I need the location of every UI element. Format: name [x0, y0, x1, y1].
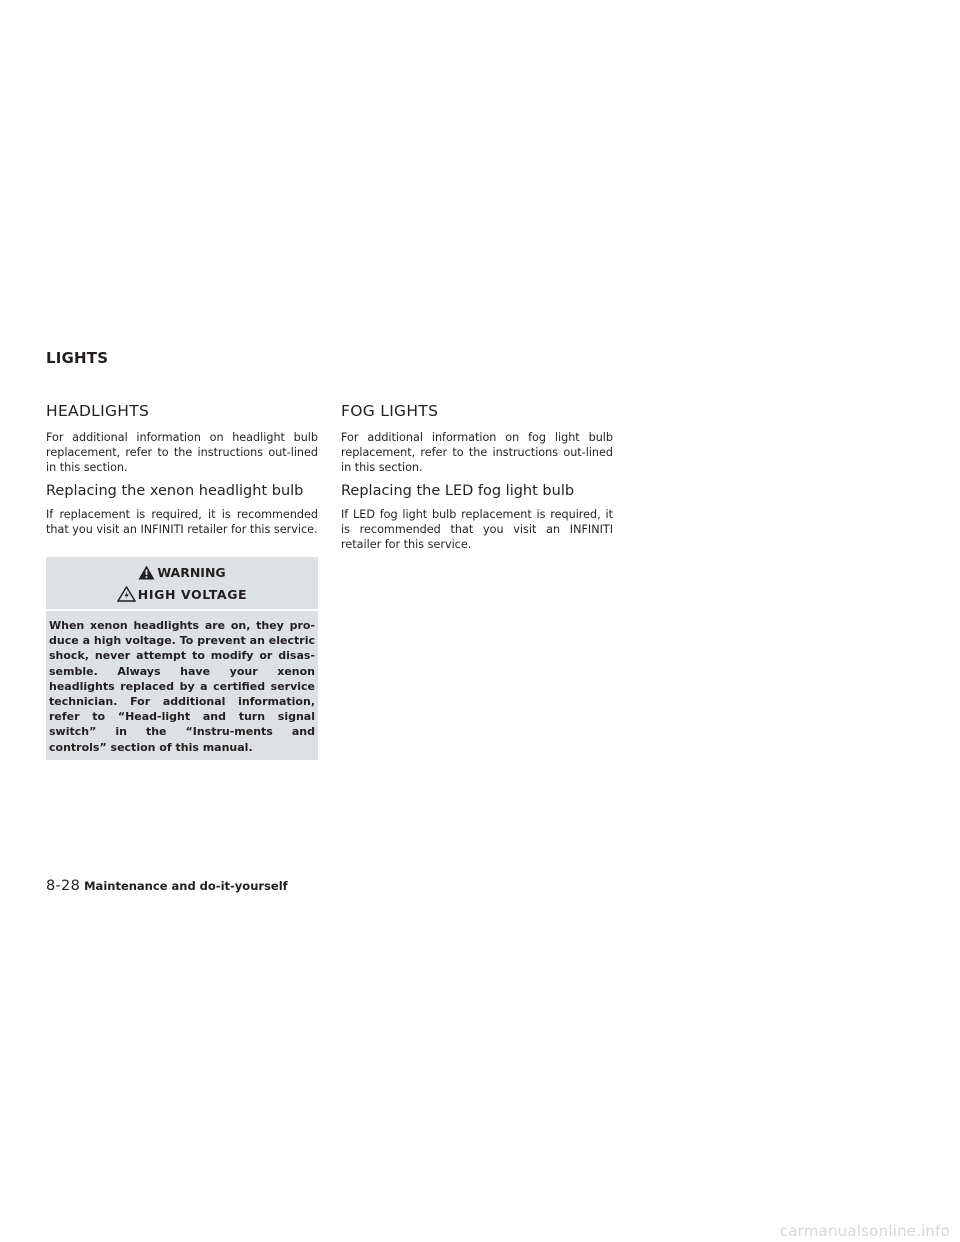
led-fog-bulb-body: If LED fog light bulb replacement is required, it is recommended that you visit an INFINITI retailer for this service.	[341, 508, 613, 551]
warning-text: When xenon headlights are on, they pro-duce a high voltage. To prevent an electric shock, never attempt to modify or disas-semble. Always have your xenon headlights replaced by a certified service technician. For additional information, refer to “Head-light and turn signal switch” in the “Instru-ments and controls” section of this manual.	[49, 619, 315, 754]
page-number: 8-28	[46, 878, 81, 894]
headlights-heading: HEADLIGHTS	[46, 402, 150, 420]
warning-subtitle-line	[46, 583, 318, 605]
warning-title-line	[46, 561, 318, 583]
warning-header	[46, 557, 318, 611]
fog-lights-column	[341, 402, 613, 552]
headlights-column	[46, 402, 318, 760]
fog-lights-heading: FOG LIGHTS	[341, 402, 439, 420]
headlights-intro: For additional information on headlight bulb replacement, refer to the instructions out-lined in this section.	[46, 431, 318, 474]
chapter-title: Maintenance and do-it-yourself	[84, 879, 288, 893]
led-fog-bulb-subheading: Replacing the LED fog light bulb	[341, 483, 575, 499]
page-footer	[46, 878, 288, 894]
warning-subtitle: HIGH VOLTAGE	[137, 586, 248, 602]
warning-triangle-icon	[138, 565, 155, 580]
xenon-bulb-body: If replacement is required, it is recommended that you visit an INFINITI retailer for this service.	[46, 508, 318, 536]
high-voltage-triangle-icon	[117, 586, 136, 602]
xenon-bulb-subheading: Replacing the xenon headlight bulb	[46, 483, 304, 499]
warning-title: WARNING	[157, 564, 226, 580]
watermark: carmanualsonline.info	[779, 1222, 950, 1240]
warning-box	[46, 557, 318, 760]
section-title: LIGHTS	[46, 349, 109, 367]
fog-lights-intro: For additional information on fog light bulb replacement, refer to the instructions out-lined in this section.	[341, 431, 613, 474]
